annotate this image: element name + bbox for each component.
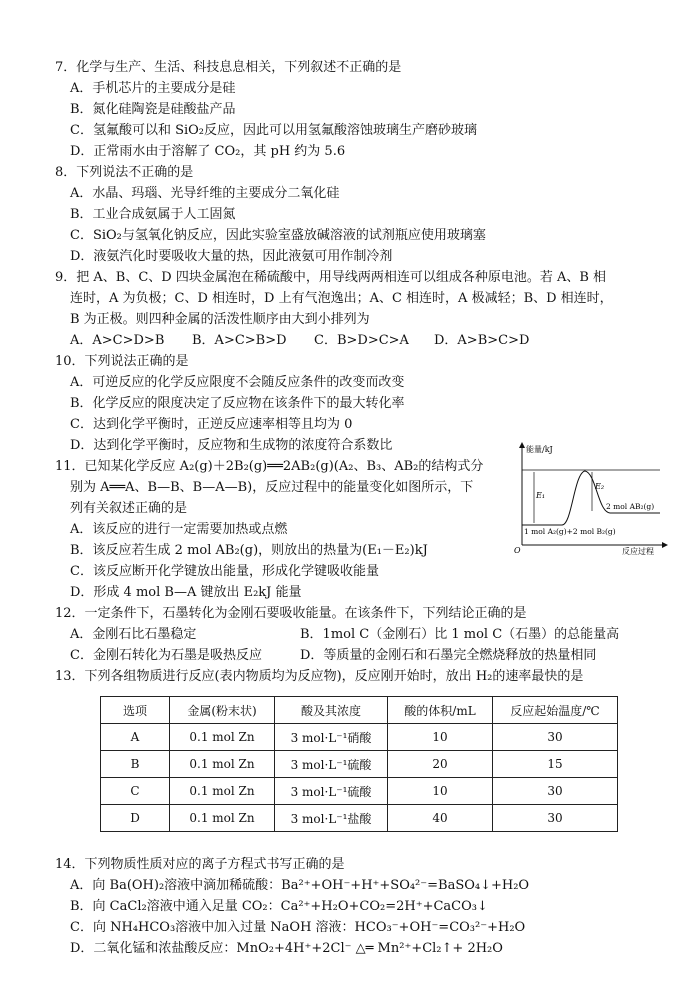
table-cell: D — [101, 805, 170, 832]
table-cell: 3 mol·L⁻¹盐酸 — [275, 805, 388, 832]
q7-option-b: B．氮化硅陶瓷是硅酸盐产品 — [70, 102, 236, 117]
table-row — [101, 778, 618, 805]
table-cell: 0.1 mol Zn — [170, 724, 275, 751]
reaction-table — [100, 696, 618, 832]
q8-option-a: A．水晶、玛瑙、光导纤维的主要成分二氧化硅 — [70, 186, 340, 201]
q10-option-b: B．化学反应的限度决定了反应物在该条件下的最大转化率 — [70, 396, 405, 411]
table-cell: 30 — [493, 724, 618, 751]
q8-stem: 8．下列说法不正确的是 — [55, 165, 194, 180]
q9-option-d: D．A>B>C>D — [434, 333, 530, 348]
energy-axis-arrow — [519, 442, 525, 448]
q11-stem-line3: 列有关叙述正确的是 — [70, 501, 188, 516]
e2-label: E₂ — [595, 482, 605, 491]
table-header: 金属(粉末状) — [170, 697, 275, 724]
q11-stem-line2: 别为 A══A、B—B、B—A—B)，反应过程中的能量变化如图所示，下 — [70, 480, 474, 495]
table-cell: 10 — [388, 724, 493, 751]
q7-option-d: D．正常雨水由于溶解了 CO₂，其 pH 约为 5.6 — [70, 144, 346, 159]
q12-option-a: A．金刚石比石墨稳定 — [70, 627, 197, 642]
q10-option-a: A．可逆反应的化学反应限度不会随反应条件的改变而改变 — [70, 375, 405, 390]
q12-option-c: C．金刚石转化为石墨是吸热反应 — [70, 648, 262, 663]
table-cell: 10 — [388, 778, 493, 805]
table-cell: 3 mol·L⁻¹硫酸 — [275, 778, 388, 805]
table-row — [101, 805, 618, 832]
origin-label: O — [514, 546, 521, 555]
table-row — [101, 751, 618, 778]
q7-option-c: C．氢氟酸可以和 SiO₂反应，因此可以用氢氟酸溶蚀玻璃生产磨砂玻璃 — [70, 123, 478, 138]
table-cell: B — [101, 751, 170, 778]
q11-option-c: C．该反应断开化学键放出能量，形成化学键吸收能量 — [70, 564, 379, 579]
q8-option-d: D．液氨汽化时要吸收大量的热，因此液氨可用作制冷剂 — [70, 249, 393, 264]
reactant-label: 1 mol A₂(g)+2 mol B₂(g) — [524, 527, 616, 536]
table-cell: 30 — [493, 778, 618, 805]
process-axis-arrow — [662, 542, 668, 548]
table-header: 选项 — [101, 697, 170, 724]
q11-option-a: A．该反应的进行一定需要加热或点燃 — [70, 522, 288, 537]
q9-stem-line3: B 为正极。则四种金属的活泼性顺序由大到小排列为 — [70, 312, 370, 327]
q9-option-b: B．A>C>B>D — [192, 333, 287, 348]
table-cell: C — [101, 778, 170, 805]
q9-option-c: C．B>D>C>A — [314, 333, 409, 348]
table-cell: 3 mol·L⁻¹硝酸 — [275, 724, 388, 751]
table-cell: 30 — [493, 805, 618, 832]
q13-stem: 13．下列各组物质进行反应(表内物质均为反应物)，反应刚开始时，放出 H₂的速率最快的是 — [55, 669, 584, 684]
q9-option-a: A．A>C>D>B — [70, 333, 165, 348]
table-header-row — [101, 697, 618, 724]
q14-stem: 14．下列物质性质对应的离子方程式书写正确的是 — [55, 857, 345, 872]
q14-option-b: B．向 CaCl₂溶液中通入足量 CO₂：Ca²⁺+H₂O+CO₂=2H⁺+CaCO₃↓ — [70, 899, 488, 914]
q12-option-d: D．等质量的金刚石和石墨完全燃烧释放的热量相同 — [300, 648, 597, 663]
table-header: 反应起始温度/℃ — [493, 697, 618, 724]
q10-option-d: D．达到化学平衡时，反应物和生成物的浓度符合系数比 — [70, 438, 393, 453]
q11-stem-line1: 11．已知某化学反应 A₂(g)＋2B₂(g)══2AB₂(g)(A₂、B₃、AB₂的结构式分 — [55, 459, 484, 474]
table-cell: 0.1 mol Zn — [170, 778, 275, 805]
q10-option-c: C．达到化学平衡时，正逆反应速率相等且均为 0 — [70, 417, 353, 432]
table-cell: 3 mol·L⁻¹硫酸 — [275, 751, 388, 778]
q9-stem-line1: 9．把 A、B、C、D 四块金属泡在稀硫酸中，用导线两两相连可以组成各种原电池。若 A、B 相 — [55, 270, 607, 285]
q12-option-b: B．1mol C（金刚石）比 1 mol C（石墨）的总能量高 — [300, 627, 620, 642]
e1-label: E₁ — [536, 491, 546, 500]
table-cell: 15 — [493, 751, 618, 778]
table-header: 酸的体积/mL — [388, 697, 493, 724]
q14-option-c: C．向 NH₄HCO₃溶液中加入过量 NaOH 溶液：HCO₃⁻+OH⁻=CO₃²⁻+H₂O — [70, 920, 526, 935]
q7-stem: 7．化学与生产、生活、科技息息相关，下列叙述不正确的是 — [55, 60, 402, 75]
q10-stem: 10．下列说法正确的是 — [55, 354, 189, 369]
table-header: 酸及其浓度 — [275, 697, 388, 724]
table-cell: 40 — [388, 805, 493, 832]
q12-stem: 12．一定条件下，石墨转化为金刚石要吸收能量。在该条件下，下列结论正确的是 — [55, 606, 527, 621]
q9-stem-line2: 连时，A 为负极；C、D 相连时，D 上有气泡逸出；A、C 相连时，A 极减轻；B、D 相连时， — [70, 291, 613, 306]
table-cell: 20 — [388, 751, 493, 778]
energy-diagram — [510, 440, 670, 555]
q8-option-c: C．SiO₂与氢氧化钠反应，因此实验室盛放碱溶液的试剂瓶应使用玻璃塞 — [70, 228, 486, 243]
q11-option-b: B．该反应若生成 2 mol AB₂(g)，则放出的热量为(E₁－E₂)kJ — [70, 543, 428, 558]
table-cell: 0.1 mol Zn — [170, 751, 275, 778]
q7-option-a: A．手机芯片的主要成分是硅 — [70, 81, 236, 96]
q14-option-a: A．向 Ba(OH)₂溶液中滴加稀硫酸：Ba²⁺+OH⁻+H⁺+SO₄²⁻=BaSO₄↓+H₂O — [70, 878, 530, 893]
q11-option-d: D．形成 4 mol B—A 键放出 E₂kJ 能量 — [70, 585, 302, 600]
q14-option-d: D．二氧化锰和浓盐酸反应：MnO₂+4H⁺+2Cl⁻ △═ Mn²⁺+Cl₂↑+ 2H₂O — [70, 941, 503, 956]
process-axis-label: 反应过程 — [622, 547, 654, 555]
q8-option-b: B．工业合成氨属于人工固氮 — [70, 207, 236, 222]
table-cell: 0.1 mol Zn — [170, 805, 275, 832]
product-label: 2 mol AB₂(g) — [606, 502, 655, 511]
energy-axis-label: 能量/kJ — [526, 445, 553, 454]
table-row — [101, 724, 618, 751]
table-cell: A — [101, 724, 170, 751]
